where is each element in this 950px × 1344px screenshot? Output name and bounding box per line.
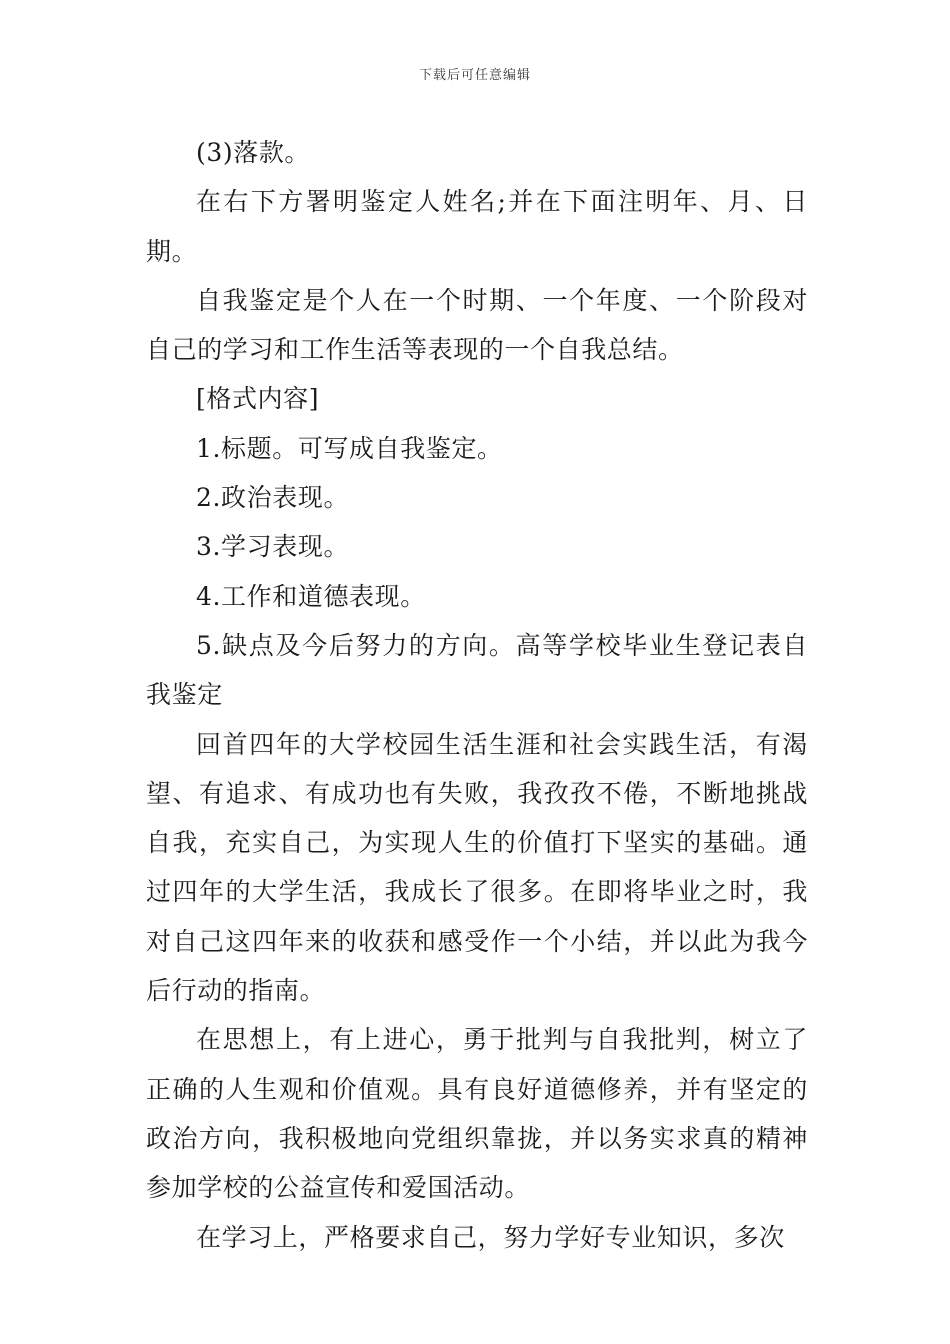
paragraph: 自我鉴定是个人在一个时期、一个年度、一个阶段对自己的学习和工作生活等表现的一个自我总结。: [146, 285, 808, 365]
list-item-shortcomings: 5.缺点及今后努力的方向。高等学校毕业生登记表自我鉴定: [146, 630, 808, 710]
list-item-title: 1.标题。可写成自我鉴定。: [196, 433, 503, 463]
page-header-note: 下载后可任意编辑: [418, 68, 531, 83]
document-body: [146, 128, 808, 1262]
list-item-study: 3.学习表现。: [196, 532, 350, 562]
list-item-political: 2.政治表现。: [196, 483, 350, 513]
paragraph: 在学习上，严格要求自己，努力学好专业知识，多次: [196, 1222, 785, 1252]
paragraph: [格式内容]: [196, 384, 320, 414]
list-item-work-ethics: 4.工作和道德表现。: [196, 581, 426, 611]
paragraph: 回首四年的大学校园生活生涯和社会实践生活，有渴望、有追求、有成功也有失败，我孜孜不倦，不断地挑战自我，充实自己，为实现人生的价值打下坚实的基础。通过四年的大学生活，我成长了很多。在即将毕业之时，我对自己这四年来的收获和感受作一个小结，并以此为我今后行动的指南。: [146, 729, 808, 1006]
paragraph: (3)落款。: [196, 138, 311, 167]
paragraph: 在右下方署明鉴定人姓名;并在下面注明年、月、日期。: [146, 187, 808, 266]
paragraph: 在思想上，有上进心，勇于批判与自我批判，树立了正确的人生观和价值观。具有良好道德修养，并有坚定的政治方向，我积极地向党组织靠拢，并以务实求真的精神参加学校的公益宣传和爱国活动。: [146, 1025, 808, 1203]
